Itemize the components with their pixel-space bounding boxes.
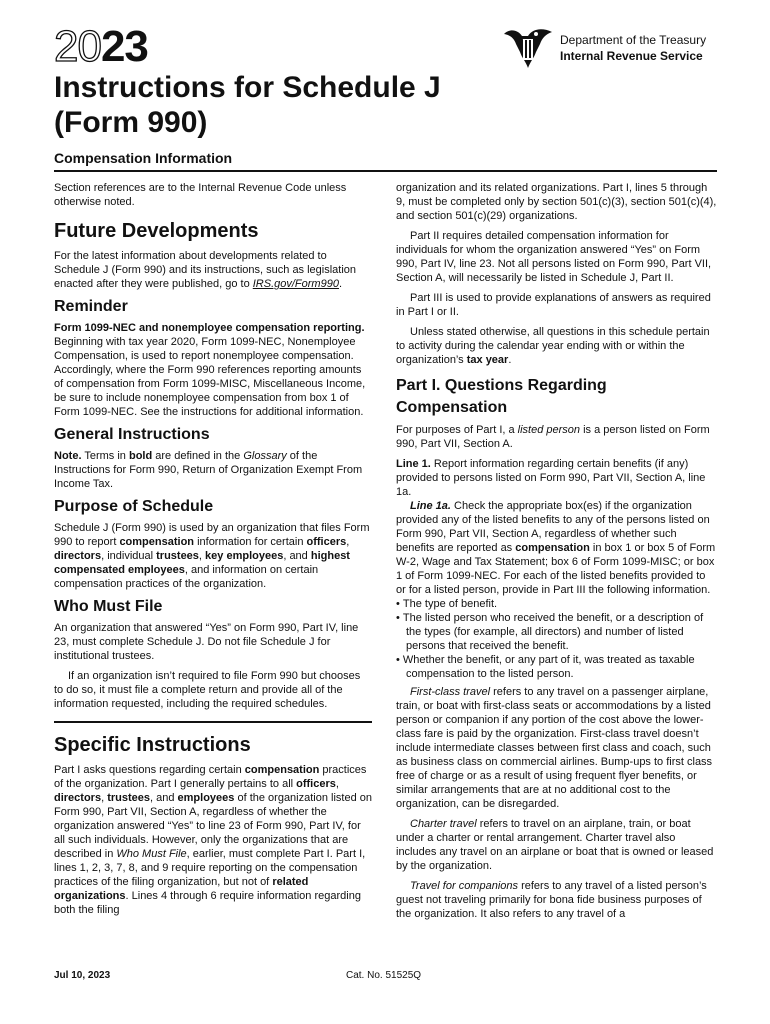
bullet-item: • Whether the benefit, or any part of it, was treated as taxable compensation to the listed person.	[396, 654, 695, 680]
part2-paragraph: Part II requires detailed compensation information for individuals for whom the organization answered “Yes” on Form 990, Part IV, line 23. Not all persons listed on Form 990, Part VII, Section A, will necessarily be listed in Schedule J, Part II.	[396, 230, 712, 284]
irs-form990-link[interactable]: IRS.gov/Form990	[252, 278, 339, 290]
bullet-item: • The type of benefit.	[396, 598, 498, 610]
who-paragraph-2: If an organization isn’t required to file Form 990 but chooses to do so, it must file a complete return and provide all of the information requested, including the required schedules.	[54, 670, 361, 710]
line1a-paragraph: Line 1a. Check the appropriate box(es) if the organization provided any of the listed benefits to any of the persons listed on Form 990, Part VII, Section A, regardless of whether such benefits are reported as compensation in box 1 or box 5 of Form W-2, Wage and Tax Statement; box 6 of Form 1099-MISC; or box 1 of Form 1099-NEC. For each of the listed benefits provided to or for a listed person, provide in Part III the following information.	[396, 500, 716, 596]
intro-paragraph: Section references are to the Internal Revenue Code unless otherwise noted.	[54, 182, 347, 208]
treasury-dept: Department of the Treasury	[560, 33, 707, 47]
right-column	[396, 181, 718, 927]
future-paragraph: For the latest information about developments related to Schedule J (Form 990) and its instructions, such as legislation enacted after they were published, go to IRS.gov/Form990.	[54, 250, 357, 290]
note-paragraph: Note. Terms in bold are defined in the Glossary of the Instructions for Form 990, Return of Organization Exempt From Income Tax.	[54, 450, 363, 490]
general-instructions-heading: General Instructions	[54, 426, 210, 443]
purpose-paragraph: Schedule J (Form 990) is used by an organization that files Form 990 to report compensation information for certain officers, directors, individual trustees, key employees, and highest compensated employees, and information on certain compensation practices of the organization.	[54, 522, 370, 590]
travel-companions-paragraph: Travel for companions refers to any travel of a listed person’s guest not traveling primarily for bona fide business purposes of the organization. It also refers to any travel of a	[396, 880, 707, 920]
specific-paragraph: Part I asks questions regarding certain compensation practices of the organization. Part I generally pertains to all officers, directors, trustees, and employees of the organization listed on Form 990, Part VII, Section A, regardless of whether the organization answered “Yes” to line 23 of Form 990, Part IV, for all such individuals. However, only the organizations that are described in Who Must File, earlier, must complete Part I. Part I, lines 1, 2, 3, 7, 8, and 9 require reporting on the compensation practices of the filing organization, but not of related organizations. Lines 4 through 6 require information regarding both the filing	[54, 764, 372, 916]
left-column	[54, 181, 372, 923]
irs-name: Internal Revenue Service	[560, 49, 703, 63]
irs-eagle-logo	[502, 26, 554, 70]
title-line-1: Instructions for Schedule J	[54, 71, 441, 104]
section-rule	[54, 721, 372, 723]
title-rule	[54, 170, 717, 172]
purpose-heading: Purpose of Schedule	[54, 498, 214, 515]
who-paragraph-1: An organization that answered “Yes” on Form 990, Part IV, line 23, must complete Schedule J. Do not file Schedule J for institutional trustees.	[54, 622, 359, 662]
tax-year-paragraph: Unless stated otherwise, all questions in this schedule pertain to activity during the calendar year ending with or within the organization’s tax year.	[396, 326, 710, 366]
reminder-paragraph: Form 1099-NEC and nonemployee compensation reporting. Beginning with tax year 2020, Form 1099-NEC, Nonemployee Compensation, is used to report nonemployee compensation. Accordingly, where the Form 990 references reporting amounts of compensation from Form 1099-MISC, Miscellaneous Income, be sure to include nonemployee compensation from box 1 of Form 1099-NEC. See the instructions for additional information.	[54, 322, 366, 418]
title-line-2: (Form 990)	[54, 106, 208, 139]
part3-paragraph: Part III is used to provide explanations of answers as required in Part I or II.	[396, 292, 711, 318]
catalog-number: Cat. No. 51525Q	[346, 970, 422, 981]
bullet-item: • The listed person who received the benefit, or a description of the types (for example, all directors) and number of listed persons that received the benefit.	[396, 612, 704, 652]
footer-date: Jul 10, 2023	[54, 970, 111, 981]
reminder-heading: Reminder	[54, 298, 128, 315]
document-title	[54, 70, 504, 140]
irs-branding	[502, 26, 717, 74]
parts-paragraph: organization and its related organizations. Part I, lines 5 through 9, must be completed only by section 501(c)(3), section 501(c)(4), and section 501(c)(29) organizations.	[396, 182, 717, 222]
line1-paragraph: Line 1. Report information regarding certain benefits (if any) provided to persons listed on Form 990, Part VII, Section A, line 1a.	[396, 458, 706, 498]
form-year: 2023	[54, 22, 148, 71]
listed-person-paragraph: For purposes of Part I, a listed person is a person listed on Form 990, Part VII, Section A.	[396, 424, 710, 450]
charter-travel-paragraph: Charter travel refers to travel on an airplane, train, or boat under a charter or rental arrangement. Charter travel also includes any travel on an airplane or boat that is owned or leased by the organization.	[396, 818, 714, 872]
future-developments-heading: Future Developments	[54, 220, 259, 242]
document-subtitle: Compensation Information	[54, 150, 233, 166]
specific-instructions-heading: Specific Instructions	[54, 734, 251, 756]
part1-heading: Part I. Questions Regarding Compensation	[396, 377, 607, 416]
who-must-file-heading: Who Must File	[54, 598, 163, 615]
first-class-travel-paragraph: First-class travel refers to any travel on a passenger airplane, train, or boat with first-class seats or accommodations by a listed person or companion if any portion of the cost above the lower-class fare is paid by the organization. First-class travel doesn’t include intermediate classes between first class and coach, such as business class on commercial airlines. Bump-ups to first class free of charge or as a result of using frequent flyer benefits, or similar arrangements that are at no additional cost to the organization, can be disregarded.	[396, 686, 713, 810]
